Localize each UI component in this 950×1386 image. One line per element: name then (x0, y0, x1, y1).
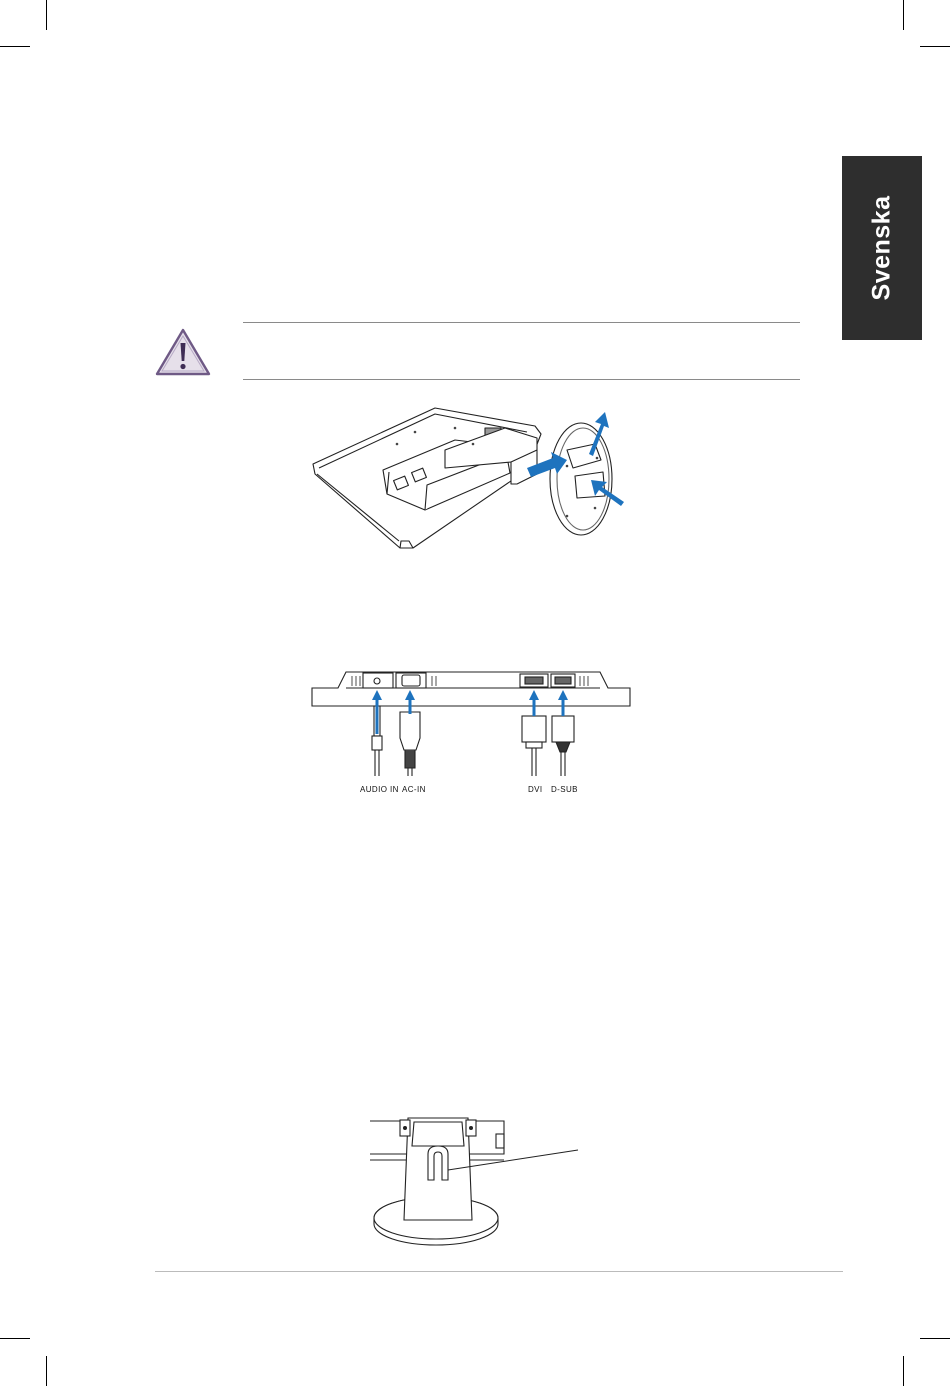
label-audio-in: AUDIO IN (360, 785, 399, 794)
crop-mark (903, 0, 904, 30)
warning-triangle-icon (155, 327, 211, 377)
label-ac-in: AC-IN (402, 785, 426, 794)
crop-mark (0, 46, 30, 47)
crop-mark (0, 1338, 30, 1339)
crop-mark (920, 46, 950, 47)
language-side-tab (842, 156, 922, 340)
crop-mark (903, 1356, 904, 1386)
language-tab-label: Svenska (867, 195, 896, 301)
cable-holder-illustration (368, 1116, 590, 1246)
crop-mark (46, 1356, 47, 1386)
footer-rule (155, 1271, 843, 1272)
caution-bottom-rule (243, 379, 800, 380)
crop-mark (920, 1338, 950, 1339)
caution-top-rule (243, 322, 800, 323)
crop-mark (46, 0, 47, 30)
rear-connectors-illustration (308, 668, 634, 780)
label-d-sub: D-SUB (551, 785, 578, 794)
label-dvi: DVI (528, 785, 543, 794)
monitor-stand-assembly-illustration (305, 398, 635, 553)
